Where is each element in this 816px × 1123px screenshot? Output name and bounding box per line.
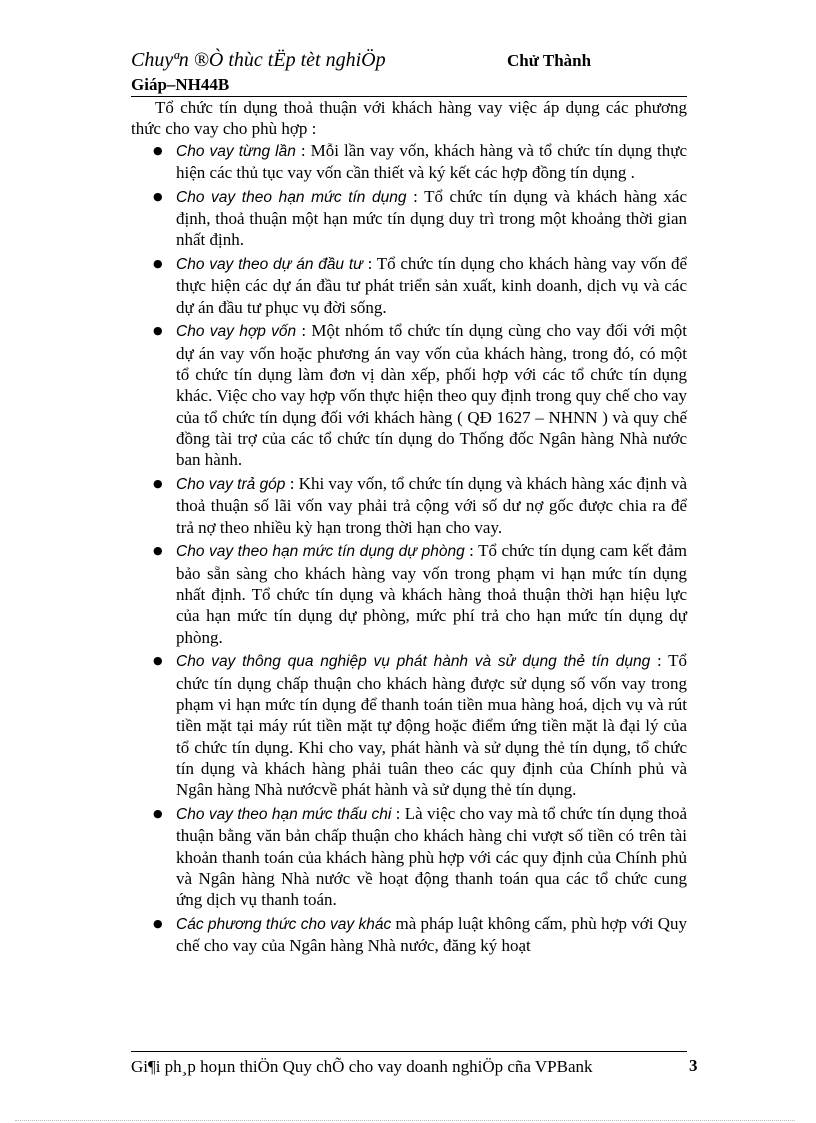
item-text: : Tổ chức tín dụng chấp thuận cho khách hàng được sử dụng số vốn vay trong phạm vi hạn mức tín dụng để thanh toán tiền mua hàng hoá, dịch vụ và rút tiền mặt tại máy rút tiền mặt tự động hoặc điểm ứng tiền mặt là đại lý của tổ chức tín dụng. Khi cho vay, phát hành và sử dụng thẻ tín dụng, tổ chức tín dụng và khách hàng phải tuân theo các quy định của Chính phủ và Ngân hàng Nhà nướcvề phát hành và sử dụng thẻ tín dụng. xyxy=(176,651,687,800)
bullet-icon: ● xyxy=(153,143,163,157)
list-item xyxy=(131,473,687,538)
item-text: : Khi vay vốn, tổ chức tín dụng và khách hàng xác định và thoả thuận số lãi vốn vay phải trả cộng với số dư nợ gốc được chia ra để trả nợ theo nhiều kỳ hạn trong thời hạn cho vay. xyxy=(176,474,687,537)
item-text: : Mỗi lần vay vốn, khách hàng và tổ chức tín dụng thực hiện các thủ tục vay vốn cần thiết và ký kết các hợp đồng tín dụng . xyxy=(176,140,688,182)
item-term: Cho vay theo hạn mức tín dụng xyxy=(176,188,407,206)
header-class: Giáp–NH44B xyxy=(131,75,230,94)
item-text: : Là việc cho vay mà tổ chức tín dụng thoả thuận bằng văn bản chấp thuận cho khách hàng chi vượt số tiền có trên tài khoản thanh toán của khách hàng phù hợp với các quy định của Chính phủ và Ngân hàng Nhà nước về hoạt động thanh toán qua các tổ chức cung ứng dịch vụ thanh toán. xyxy=(176,804,687,910)
list-item xyxy=(131,650,687,800)
bullet-icon: ● xyxy=(153,544,163,558)
page-edge xyxy=(15,1120,795,1121)
header-author: Chử Thành xyxy=(507,51,592,70)
page-number: 3 xyxy=(689,1056,698,1075)
item-term: Cho vay từng lần xyxy=(176,142,296,160)
body-content xyxy=(131,97,687,959)
item-text: : Một nhóm tổ chức tín dụng cùng cho vay đối với một dự án vay vốn hoặc phương án vay vốn của khách hàng, trong đó, có một tổ chức tín dụng làm đơn vị dàn xếp, phối hợp với các tổ chức tín dụng khác. Việc cho vay hợp vốn thực hiện theo quy định trong quy chế cho vay của tổ chức tín dụng đối với khách hàng ( QĐ 1627 – NHNN ) và quy chế đồng tài trợ của các tổ chức tín dụng do Thống đốc Ngân hàng Nhà nước ban hành. xyxy=(176,321,688,470)
list-item xyxy=(131,186,687,251)
item-term: Cho vay thông qua nghiệp vụ phát hành và sử dụng thẻ tín dụng xyxy=(176,653,651,671)
intro-paragraph: Tổ chức tín dụng thoả thuận với khách hàng vay việc áp dụng các phương thức cho vay cho phù hợp : xyxy=(131,98,687,139)
item-term: Cho vay trả góp xyxy=(176,476,286,494)
list-item xyxy=(131,803,687,910)
item-text: mà pháp luật không cấm, phù hợp với Quy chế cho vay của Ngân hàng Nhà nước, đăng ký hoạt xyxy=(176,913,687,956)
list-item xyxy=(131,913,687,957)
item-text: : Tổ chức tín dụng cam kết đảm bảo sẵn sàng cho khách hàng vay vốn trong phạm vi hạn mức tín dụng nhất định. Tổ chức tín dụng và khách hàng thoả thuận thời hạn hiệu lực của hạn mức tín dụng dự phòng, mức phí trả cho hạn mức tín dụng dự phòng. xyxy=(176,541,687,647)
list-item xyxy=(131,253,687,318)
item-term: Cho vay theo hạn mức thấu chi xyxy=(176,806,392,823)
bullet-icon: ● xyxy=(153,654,163,668)
footer-text: Gi¶i ph¸p hoµn thiÖn Quy chÕ cho vay doanh nghiÖp cña VPBank xyxy=(131,1057,593,1076)
list-item xyxy=(131,320,687,470)
item-text: : Tổ chức tín dụng và khách hàng xác định, thoả thuận một hạn mức tín dụng duy trì trong một khoảng thời gian nhất định. xyxy=(176,186,687,250)
bullet-icon: ● xyxy=(153,324,163,338)
list-item xyxy=(131,540,687,647)
item-term: Cho vay theo dự án đầu tư xyxy=(176,256,363,274)
bullet-icon: ● xyxy=(153,257,163,271)
item-term: Cho vay theo hạn mức tín dụng dự phòng xyxy=(176,543,465,561)
header-title: Chuyªn ®Ò thùc tËp tèt nghiÖp xyxy=(131,49,386,71)
bullet-icon: ● xyxy=(153,189,163,203)
bullet-icon: ● xyxy=(153,477,163,491)
bullet-icon: ● xyxy=(153,807,163,820)
item-text: : Tổ chức tín dụng cho khách hàng vay vốn để thực hiện các dự án đầu tư phát triển sản xuất, kinh doanh, dịch vụ và các dự án đầu tư phục vụ đời sống. xyxy=(176,254,687,317)
item-term: Các phương thức cho vay khác xyxy=(176,915,392,933)
item-term: Cho vay hợp vốn xyxy=(176,323,297,341)
lending-methods-list xyxy=(131,140,687,957)
list-item xyxy=(131,140,687,184)
bullet-icon: ● xyxy=(153,916,163,930)
footer-rule xyxy=(131,1051,687,1052)
